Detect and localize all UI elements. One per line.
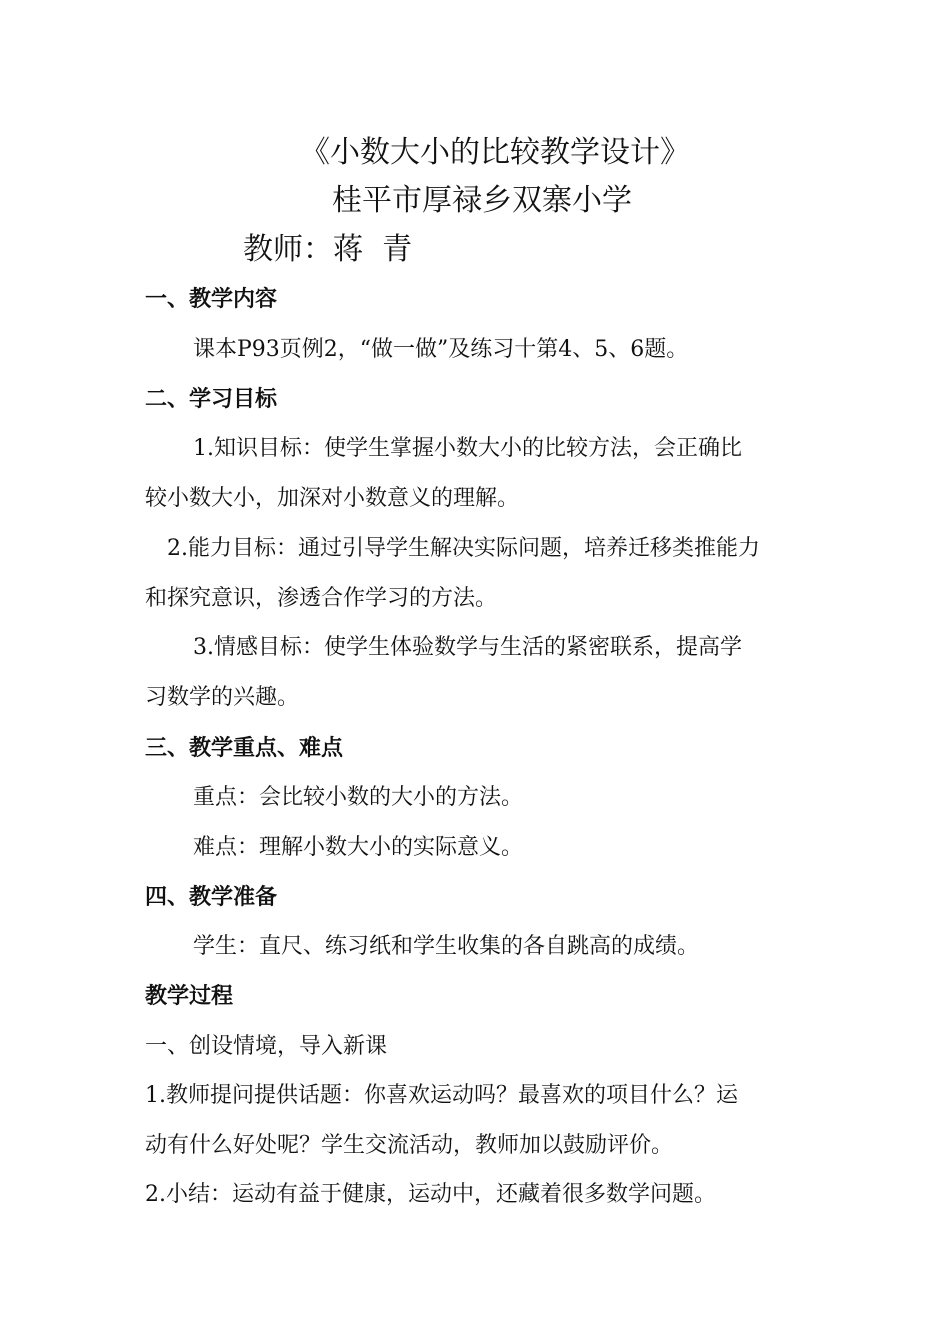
- process-subheading: 一、创设情境，导入新课: [145, 1034, 388, 1059]
- document-title: 《小数大小的比较教学设计》: [300, 135, 690, 170]
- objective-line: 和探究意识，渗透合作学习的方法。: [145, 586, 498, 611]
- objective-line: 2.能力目标：通过引导学生解决实际问题，培养迁移类推能力: [167, 536, 760, 561]
- objective-line: 3.情感目标：使学生体验数学与生活的紧密联系，提高学: [193, 635, 742, 660]
- process-line: 动有什么好处呢？学生交流活动，教师加以鼓励评价。: [145, 1133, 674, 1158]
- section-heading-preparation: 四、教学准备: [145, 885, 278, 910]
- objective-line: 习数学的兴趣。: [145, 685, 300, 710]
- process-heading: 教学过程: [145, 984, 234, 1009]
- preparation-line: 学生：直尺、练习纸和学生收集的各自跳高的成绩。: [193, 934, 700, 959]
- objective-line: 较小数大小，加深对小数意义的理解。: [145, 486, 520, 511]
- school-name: 桂平市厚禄乡双寨小学: [332, 183, 632, 218]
- objective-line: 1.知识目标：使学生掌握小数大小的比较方法，会正确比: [193, 436, 742, 461]
- content-paragraph: 课本P93页例2，“做一做”及练习十第4、5、6题。: [193, 337, 689, 362]
- teacher-name: 教师：蒋 青: [243, 232, 413, 267]
- section-heading-objectives: 二、学习目标: [145, 387, 278, 412]
- section-heading-keypoints: 三、教学重点、难点: [145, 736, 344, 761]
- keypoint-line: 重点：会比较小数的大小的方法。: [193, 785, 524, 810]
- process-line: 1.教师提问提供话题：你喜欢运动吗？最喜欢的项目什么？运: [145, 1083, 738, 1108]
- process-line: 2.小结：运动有益于健康，运动中，还藏着很多数学问题。: [145, 1182, 716, 1207]
- section-heading-content: 一、教学内容: [145, 287, 278, 312]
- difficulty-line: 难点：理解小数大小的实际意义。: [193, 835, 524, 860]
